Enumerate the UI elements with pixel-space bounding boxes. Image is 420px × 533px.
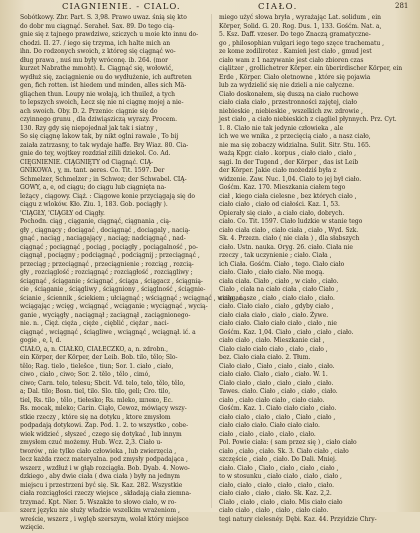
text-line: ciała ciała. Ciało , ciało , w ciało , ciało. — [219, 277, 339, 285]
text-line: gliąchen thun. Loupy nie wołają, ich thuileż, a tych — [20, 90, 176, 98]
text-line: ciało ciało , ciało. Mieszkanie ciał , — [219, 337, 325, 344]
text-line: gogie , e, l, d. — [20, 337, 62, 344]
text-line: ciało. Ciało ciało , ciało , gdyby ciało , — [219, 303, 334, 310]
text-line: ciągnąć , wciągnąć , ściągliwe , wciągnąć , wciągnął. ić. a — [20, 328, 196, 336]
running-head — [0, 0, 420, 14]
text-line: GOWY, a, e, od ciągu; do ciągu lub ciągnięta na- — [20, 184, 167, 191]
text-line: wciągając ; wcięg , wciągnąć , wciąganie ; wyciągnąć , wycią- — [20, 303, 208, 310]
text-line: ciągu z wloków. Kło. Ziu. 1, 183. Gob. pociągły ). — [20, 201, 168, 208]
text-line: Pochodn. ciąg , ciąganie, ciągnąć, ciągnania , cią- — [20, 218, 172, 225]
text-line: wydłuż się, zaciągnienie ou do wydłużenie, ich auftreten — [20, 73, 192, 81]
text-line: zaiała zatrzasny, to tak wydaje haffe. Bry Wiaz. 80. Cia- — [20, 141, 189, 149]
text-line: So się ciągnę lakow tak, by nikt oglni rawale , To bij — [20, 133, 179, 140]
text-line: ciało ciała ciało , przestronności zajętej, ciało — [219, 99, 357, 106]
text-line: ihn. Do rodzonych swoich, z któreg się ciągnąć wo- — [20, 48, 176, 55]
text-line: tegi natury cielesnéy. Dębi. Kaz. 44. Przyidzie Chry- — [219, 515, 377, 523]
text-line: ciało. Ustn. nauka. Oryg. 26. ciało. Ciała nie — [219, 243, 353, 251]
text-line: CIĘGNIENIE. CIĄGNIĘTY od Ciągnąć. CIĄ- — [20, 158, 154, 166]
text-line: ciągnąć ; pociągnąć , pociąg , pociągły , pociągalność , po- — [20, 243, 198, 251]
text-line: Rs. mocak, mleko; Carin. Ciąło, Cewoz, mówiący wszy- — [20, 405, 187, 412]
text-line: gły , ciągnący ; dociągać , dociągnąć , dociągaly , nacią- — [20, 226, 191, 234]
text-line: Gośćm. Kaz. 1,04. Ciało , ciało , ciało , ciało. — [219, 328, 354, 336]
running-head-left: CIAGNIENIE. - CIALO. — [62, 2, 181, 12]
text-line: ciało , ciało , ciało. Sk. 3. Ciało ciało , ciało — [219, 447, 349, 455]
text-line: dzkiego , aby dwie ciała ( dwa ciała ) były na jednym — [20, 473, 180, 480]
text-line: ciało. Ciało , ciało ciało. Nie mogą. — [219, 269, 325, 276]
text-line: widzenie. Zaw. Nuc. 1,04. Ciało to jej był ciało. — [219, 175, 362, 183]
text-line: podpadają dotykowi. Zap. Pod. 1. 2. to wszystko , cobe- — [20, 422, 189, 429]
text-line: miego użyć słowa bryła , wyrażając Lat. solidum , ein — [219, 14, 381, 21]
text-line: ciwo; Carn. telo, telesu; Sbcit. Vd. telo, telo, tělo, tělo, — [20, 379, 186, 387]
text-line: szerz języku nie służy władzie wszelkim wrażeniom , — [20, 507, 180, 514]
text-line: Gośćm. Kaz. 1. Ciało ciało ciało , ciało. — [219, 405, 337, 412]
text-line: lub za wydzielić się nie dzieli a nie całyczne. — [219, 82, 355, 89]
text-line: 130. Rzy gdy się niepojednał jak tak i siatny , — [20, 124, 158, 132]
page-number: 281 — [395, 2, 409, 10]
text-line: a; Dal. tilo; Bosn. tiel, tilo. Slo. tilo, geli; Cro. tilo, — [20, 388, 171, 395]
text-line: ciało ciało , ciało , ciało , Ciało , ciało , — [219, 413, 336, 421]
text-line: ścianie , ściennik , ściekiem ; ułciągnąć ; wściągnąć ; wciągnąć , wciągać , — [20, 294, 247, 302]
text-line: stkie rzeczy , które się na dotyku , ktore zmysłom — [20, 413, 171, 421]
text-line: tiel, Rs. tilo , tělo , tiełesko; Rs. mleko, шлеко, Ec. — [20, 396, 173, 404]
text-line: gen, fich rotten. ist hiedem und minden, alles sich Mä- — [20, 82, 187, 89]
text-line: kurzet Nabrathe mmoht). Ł. Ciągnąć się, wołowić, — [20, 65, 174, 72]
text-line: gnie do tey, wojtkey rozdział zilili dziekol. Co. Ad. — [20, 150, 171, 157]
text-line: szczęście , ciało , ciało. Do Dali. Mniej. — [219, 456, 337, 463]
text-line: go , philosophian vulgari iego tego szęce trachematu , — [219, 39, 385, 47]
text-line: ciało , nasze , ciało , ciało ciało , ciało. — [219, 294, 335, 302]
text-line: Gośćm. Kaz. 170. Mieszkania ciałem tego — [219, 184, 346, 191]
text-line: 1. 8. Ciało nie tak jedynie człowieka , ale — [219, 124, 344, 132]
text-line: Erde , Körper. Ciało oletnowne , które się pojawia — [219, 73, 371, 81]
left-column — [20, 14, 247, 531]
text-line: cie , ściąganie , ściągliwy , ściągniony , ściąglność , ściągnie- — [20, 286, 206, 293]
text-line: ciało, ciało , ciało , ciało , ciało , ciało. — [219, 481, 334, 489]
right-column — [219, 14, 409, 523]
text-line: leżący , ciągowy. Ciąż. : Ciągowe konie przyciągają się do — [20, 192, 195, 200]
text-line: lecz każda rzecz materyalna. pod zmysły podpadająca , — [20, 456, 188, 463]
text-line: Ciało , ciała na ciało ciała , ciało Ciało , — [219, 286, 339, 293]
text-line: ciało. Co. Tit. 1597. Ciało ludzkie w stanie tego — [219, 218, 363, 225]
text-line: Ciało ciało , Ciało , ciało , ciało , ciało. — [219, 362, 335, 370]
text-line: Körper, Solid. G. 20. Rog. Dus. 1, 133. Gośćm. Nat. a, — [219, 22, 382, 30]
text-line: ciało ciało , ciało , ciało. Sk. Kaz. 2,2. — [219, 490, 332, 497]
text-line: rzeczy , tak uczynienie ; ciało. Ciała , — [219, 252, 332, 259]
text-line: ich we we wnika , z przecięcią ciało , a nasz ciało, — [219, 133, 371, 140]
text-line: czyinnego grunu , dla dziwiąsziczą wyrazy. Procem. — [20, 116, 178, 123]
text-line: ściągnąć , ściąganie ; ściągnąć , ściąga , ściągacz , ściągnią- — [20, 277, 203, 285]
column-gutter — [211, 14, 212, 508]
text-line: dług prawa , nuś mu były wróconę. ib. 264. (mor — [20, 56, 168, 64]
text-line: ciało ciało. Ciało ciało ciało , ciało , nie — [219, 320, 337, 327]
text-line: zmysłem czuć możemy. Hub. Wcz. 2,3. Ciało u- — [20, 439, 163, 446]
text-line: Sk. 4. Przezn. ciało ( nie ciała ) , dla słabszych — [219, 235, 360, 242]
text-line: gnie się z tajnego prawdziwe, sziczych u moie kto innu do- — [20, 31, 199, 38]
text-line: ach swoich. Oby. D. 2. Przenio: ciągnie się do — [20, 107, 158, 115]
text-line: wiek widzieć , słyszeć , czego się dotykać , lub innym — [20, 430, 182, 438]
text-line: Schmelzer, Schmelzer ; in Schwoz; der Schwabel. CIĄ- — [20, 175, 187, 183]
text-line: CIAŁO, a, n. CIAŁKO, CIAŁECZKO, a, n. zdrobn., — [20, 345, 168, 353]
text-line: trzymać. Kpt. Nier. 5. Wszakże to słowo ciało, w ro- — [20, 498, 177, 506]
text-line: Tawes. ciało. Ciało , ciało , ciało , ciało. — [219, 388, 338, 395]
text-line: do dobr mu ciągnąć. Seraheł. Sax. 89. Do tego cią- — [20, 22, 175, 30]
text-line: nie ma się zobaczy widzialna. Sulit. Sitr. Stu. 165. — [219, 141, 371, 149]
text-line: tělo; Rag. tielo , tielešce , tiun; Sor. 1. ciało , ciało, — [20, 362, 174, 370]
text-line: nie. n. , Cięż. cięża , cięże , cięblić , ciężar , naci- — [20, 320, 169, 327]
text-line: ważą Kpgr. ciało . korpus , ciało ciało , ciało , — [219, 150, 356, 157]
text-line: wreście, wszerz , i wglęb szerszym, wolał który miejsce — [20, 515, 189, 523]
text-line: ciało , ciało , ciało , ciało , ciało. — [219, 430, 316, 438]
text-line: ein Körper, der Körper, der Leib. Bob. tilo, tělo; Slo- — [20, 354, 178, 361]
text-line: to w stosunku , ciało ciało , ciało , ciało , — [219, 473, 342, 480]
text-line: Pol. Powie ciała: ( sam przez się ) , ciało ciało — [219, 439, 357, 446]
text-line: chodzi. II. 27. / iego się trzyma, ich halte mich an — [20, 39, 171, 47]
text-line: ciąlitzer , grollichetrer Körper. ein überirdischer Körper, ein — [219, 65, 403, 72]
text-line: Ciało doskonałem, się duszą na ciało ruchowe — [219, 90, 359, 98]
text-line: 'CIĄGŁY, 'CIĄGŁY od Ciągły. — [20, 209, 105, 217]
text-line: ciało ciało , ciało , ciało , ciało ciało. — [219, 507, 329, 514]
text-line: der Körper. Jakie ciało możedziś była z — [219, 167, 337, 174]
text-line: jest ciało , a ciało niebieskich z ciągliel płynnych. Prz. Cyt. — [219, 116, 397, 123]
text-line: Opierały się ciało , a ciało ciało, dobrych. — [219, 209, 345, 217]
text-line: ciało ciała ciało , ciało , ciało. Żywe. — [219, 311, 329, 319]
text-line: przeciąg ; przeciągnąć , przeciągnienie ; rozciąg , rozcią- — [20, 260, 194, 268]
text-line: ciało ciało , ciało od ciałości. Kaz. 1, 53. — [219, 201, 340, 208]
text-line: wszerz , wzdłuż i w głąb rozciągła. Bob. Dyab. 4. Nowo- — [20, 464, 190, 472]
text-line: ganie , wyciągły , naciągnął ; zaciągnął , zaciągnionego- — [20, 311, 191, 319]
text-line: ciało wam z 1 nazywanie jest ciało zbioren czas — [219, 56, 364, 64]
text-line: bez. Ciało ciała ciało. 2. Tłum. — [219, 354, 311, 361]
text-line: ich Ciała. Gośćm. Ciało , tego. Ciało ciało — [219, 260, 345, 268]
text-line: ciało. Ciało , Ciało , ciało , ciało , ciało , — [219, 464, 339, 472]
text-line: Sobótkowy. Zbr. Part. S. 3,98. Prawo uwaz. śnią się kto — [20, 14, 187, 21]
text-line: ciało ciała ciało , ciało ciała , ciało , Wyd. Szk. — [219, 226, 359, 234]
text-line: tworów , nie tylko ciało człowieka , lub zwierzęcia , — [20, 447, 177, 455]
text-line: GNIKOWA , y, m. tant. aeres. Co. Tit. 1597. Der — [20, 167, 165, 174]
text-line: ze kome zodilirotez . Kamień jest ciało , gmud jest — [219, 48, 372, 55]
text-line: ciała rozciągłości rzeczy wiejsce , składają ciała ziemna- — [20, 490, 192, 497]
text-line: gły , rozciąglość ; rozciągnąć ; rozciągłość , rozciągliwy ; — [20, 269, 193, 276]
text-line: miejscu i przestrzeni być się. Sk. Kaz. 282. Wszystkie — [20, 481, 183, 489]
text-line: niebieskie , niebieskie , wszelkich zw. zdrowie , — [219, 107, 363, 115]
text-line: to lepszych swoich, Łecz się nie ni ciągnę mojej a nie- — [20, 99, 184, 106]
text-line: ciągnął , pociągny ; podciągnąć , podciągnij ; przeciągnąć , — [20, 252, 200, 259]
text-line: ciwo , ciało , ciwo; Sor. 2. tělo , tělo , cimó, — [20, 371, 151, 378]
text-line: 5. Ksz. Daff. vzeser. Do tego Znaczą gramatyczne- — [219, 31, 371, 38]
text-line: ciało , ciało ciało ciało , ciało ciało. — [219, 396, 325, 404]
text-line: sągi. In der Tugend , der Körper , das ist Leib — [219, 158, 359, 166]
text-line: ciało ciało. Ciało , ciało , ciało. W. 1. — [219, 371, 328, 378]
text-line: ciało ciało ciało. Ciało ciało ciało. — [219, 422, 320, 429]
text-line: wzięcie. — [20, 524, 45, 531]
text-line: gnąć , naciąg , naciągający , naciąg; nadciągnąć , nad- — [20, 235, 186, 242]
text-line: Ciało , ciało , ciało , ciało. Mis ciało ciało — [219, 498, 343, 506]
running-head-right: CIAŁO. — [258, 2, 298, 12]
text-line: Ciało ciało ciało ciało , ciało , ciało , — [219, 345, 328, 353]
text-line: Ciało ciało , ciało , ciało , ciało , ciało. — [219, 379, 334, 387]
text-line: ciał , kiego ciała cielesne , bez których ciało , — [219, 192, 357, 200]
